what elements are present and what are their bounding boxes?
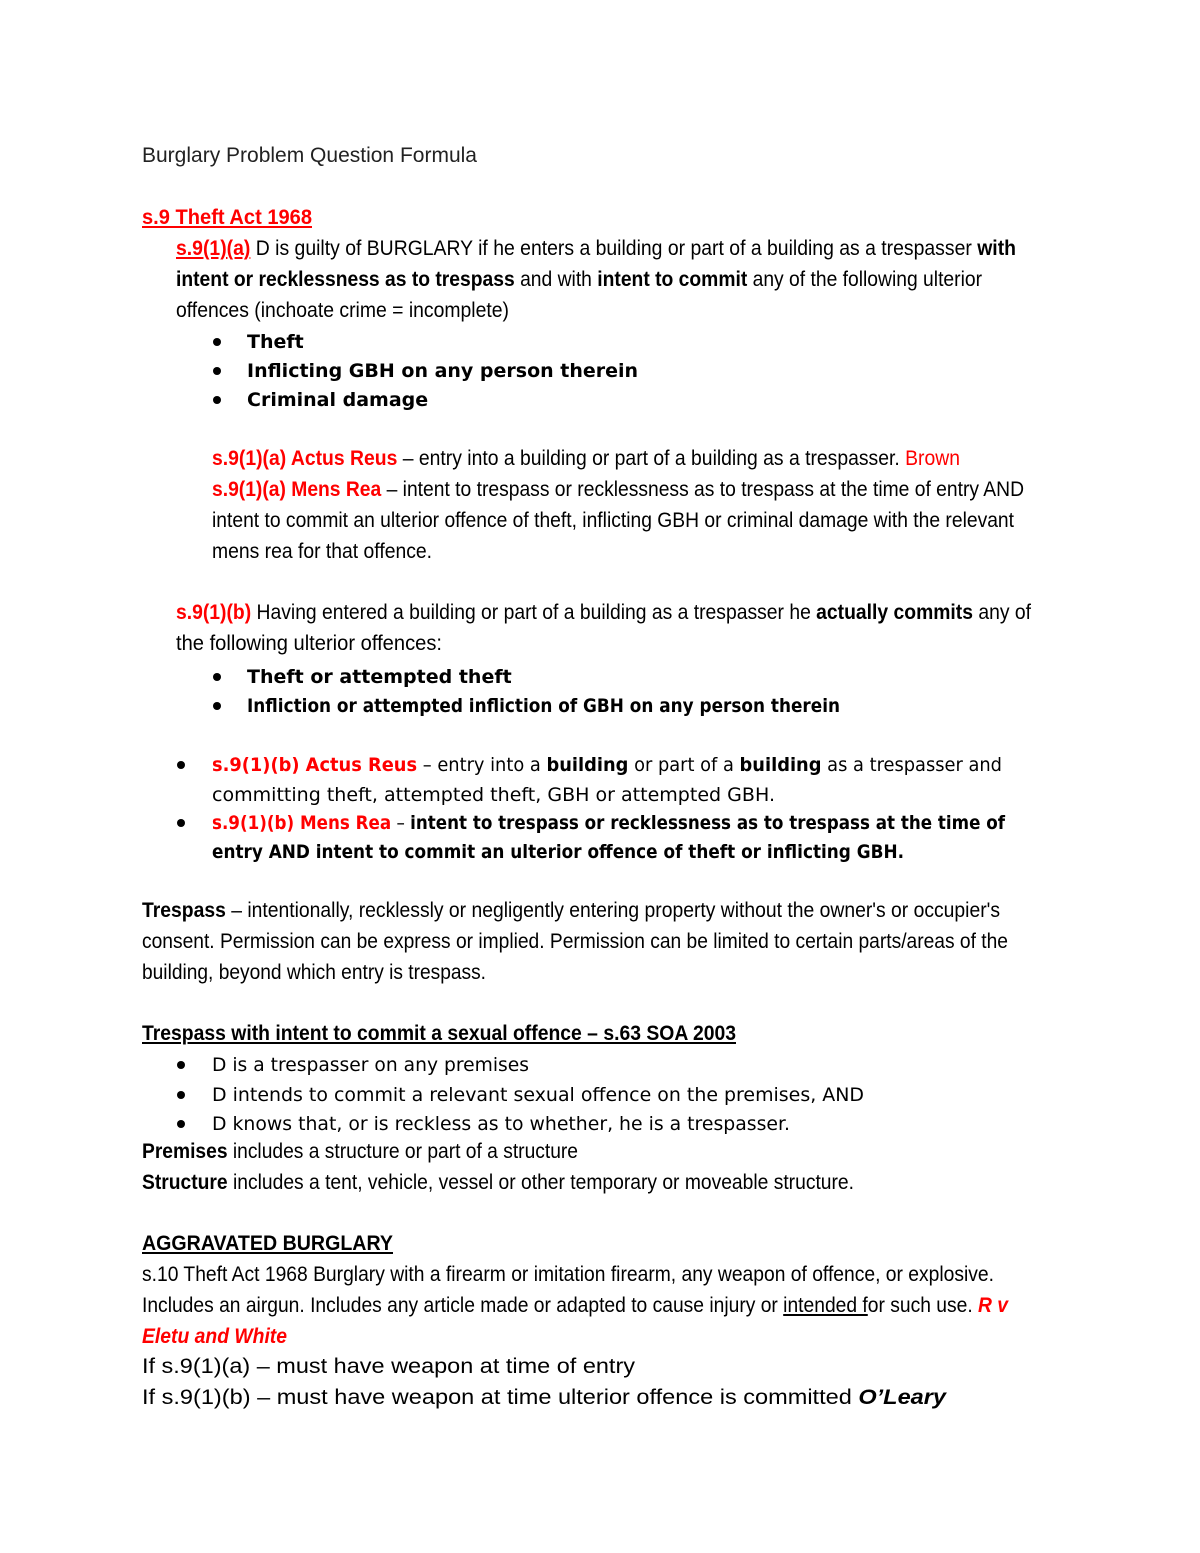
premises-line	[142, 1137, 618, 1167]
soa-heading	[142, 1019, 787, 1049]
bullet-icon	[213, 702, 221, 710]
s9-1a-actus-reus	[212, 444, 1024, 474]
case-name: R v	[978, 1294, 1008, 1317]
text: includes a tent, vehicle, vessel or other temporary or moveable structure.	[227, 1171, 855, 1194]
text: or such use.	[867, 1294, 979, 1317]
bullet-icon	[213, 396, 221, 404]
list-item	[212, 1109, 795, 1139]
bullet-icon	[213, 673, 221, 681]
list-item	[247, 356, 638, 386]
s9-1b-mens-rea-1	[212, 808, 1113, 838]
list-item	[247, 691, 915, 721]
text: D is guilty of BURGLARY if he enters a building or part of a building as a trespasser	[250, 237, 978, 260]
text: Trespass	[142, 899, 226, 922]
list-item	[212, 1080, 866, 1110]
text: – entry into a	[417, 754, 547, 776]
text: intended f	[783, 1294, 868, 1317]
text: with	[977, 237, 1016, 260]
text: s.9(1)(a) Actus Reus	[212, 447, 398, 470]
text: the following ulterior offences:	[176, 632, 442, 655]
aggravated-line-5	[142, 1383, 946, 1413]
text: If s.9(1)(a) – must have weapon at time of entry	[142, 1355, 635, 1378]
structure-line	[142, 1168, 918, 1198]
text: Theft or attempted theft	[247, 666, 512, 688]
text: any of	[972, 601, 1031, 624]
text: Includes an airgun. Includes any article made or adapted to cause injury or	[142, 1294, 784, 1317]
s9-1a-line-3	[176, 296, 537, 326]
text: – intentionally, recklessly or negligently entering property without the owner's or occupier's	[225, 899, 1000, 922]
text: Criminal damage	[247, 389, 429, 411]
text: includes a structure or part of a structure	[227, 1140, 578, 1163]
text: intent to commit	[597, 268, 748, 291]
s9-1b-actus-reus-2	[212, 780, 774, 810]
text: Inflicting GBH on any person therein	[247, 360, 639, 382]
s9-heading	[142, 203, 320, 233]
s9-1a-mens-rea-2	[212, 506, 1086, 536]
text: as a trespasser and	[821, 754, 1002, 776]
aggravated-line-1	[142, 1260, 1070, 1290]
text: Theft	[247, 331, 304, 353]
text: intent to trespass or recklessness as to trespass at the time of	[410, 812, 1005, 834]
text: building, beyond which entry is trespass.	[142, 961, 486, 984]
trespass-line-1	[142, 896, 1074, 926]
text: – intent to trespass or recklessness as to trespass at the time of entry AND	[381, 478, 1024, 501]
aggravated-line-3	[142, 1322, 300, 1352]
text: and with	[514, 268, 598, 291]
text: Having entered a building or part of a building as a trespasser he	[251, 601, 817, 624]
bullet-icon	[213, 338, 221, 346]
s9-1b-ref: s.9(1)(b)	[176, 601, 252, 624]
text: building	[739, 754, 822, 776]
text: building	[546, 754, 629, 776]
page-title-text: Burglary Problem Question Formula	[142, 144, 477, 167]
text: Premises	[142, 1140, 228, 1163]
text: Trespass with intent to commit a sexual offence – s.63 SOA 2003	[142, 1022, 736, 1045]
bullet-icon	[213, 367, 221, 375]
bullet-icon	[177, 761, 185, 769]
text: entry AND intent to commit an ulterior offence of theft or inflicting GBH.	[212, 841, 904, 863]
list-item	[247, 327, 304, 357]
text: intent or recklessness as to trespass	[176, 268, 515, 291]
page-title	[142, 141, 477, 171]
text: s.9(1)(b) Mens Rea	[212, 812, 392, 834]
s9-1a-line-1	[176, 234, 1086, 264]
s9-1b-mens-rea-2	[212, 837, 991, 867]
s9-1a-ref: s.9(1)(a)	[176, 237, 251, 260]
text: offences (inchoate crime = incomplete)	[176, 299, 509, 322]
text: – entry into a building or part of a building as a trespasser.	[397, 447, 906, 470]
text: s.9(1)(b) Actus Reus	[212, 754, 418, 776]
bullet-icon	[177, 819, 185, 827]
aggravated-line-2	[142, 1291, 1086, 1321]
s9-1a-mens-rea-3	[212, 537, 451, 567]
text: D knows that, or is reckless as to whether, he is a trespasser.	[212, 1113, 790, 1135]
trespass-line-2	[142, 927, 1089, 957]
text: Structure	[142, 1171, 228, 1194]
text: –	[391, 812, 411, 834]
s9-heading-text: s.9 Theft Act 1968	[142, 206, 312, 229]
case-name: Eletu and White	[142, 1325, 287, 1348]
list-item	[247, 385, 428, 415]
text: actually commits	[816, 601, 973, 624]
case-name: Brown	[905, 447, 960, 470]
text: Infliction or attempted infliction of GBH on any person therein	[247, 695, 840, 717]
text: D is a trespasser on any premises	[212, 1054, 529, 1076]
text: s.10 Theft Act 1968 Burglary with a firearm or imitation firearm, any weapon of offence, or explosive.	[142, 1263, 994, 1286]
text: D intends to commit a relevant sexual offence on the premises, AND	[212, 1084, 864, 1106]
aggravated-heading	[142, 1229, 411, 1259]
case-name: O’Leary	[858, 1386, 946, 1409]
text: intent to commit an ulterior offence of theft, inflicting GBH or criminal damage with the relevant	[212, 509, 1014, 532]
aggravated-line-4	[142, 1352, 635, 1382]
list-item	[212, 1050, 534, 1080]
text: mens rea for that offence.	[212, 540, 432, 563]
text: AGGRAVATED BURGLARY	[142, 1232, 393, 1255]
bullet-icon	[177, 1061, 185, 1069]
trespass-line-3	[142, 958, 519, 988]
s9-1b-line-2	[176, 629, 453, 659]
s9-1a-line-2	[176, 265, 1054, 295]
list-item	[247, 662, 512, 692]
s9-1a-mens-rea-1	[212, 475, 1097, 505]
bullet-icon	[177, 1091, 185, 1099]
text: s.9(1)(a) Mens Rea	[212, 478, 382, 501]
text: If s.9(1)(b) – must have weapon at time ulterior offence is committed	[142, 1386, 859, 1409]
s9-1b-line-1	[176, 598, 1105, 628]
text: or part of a	[628, 754, 740, 776]
text: any of the following ulterior	[747, 268, 982, 291]
text: consent. Permission can be express or implied. Permission can be limited to certain parts/areas of the	[142, 930, 1008, 953]
bullet-icon	[177, 1120, 185, 1128]
s9-1b-actus-reus-1	[212, 750, 1055, 780]
text: committing theft, attempted theft, GBH or attempted GBH.	[212, 784, 775, 806]
